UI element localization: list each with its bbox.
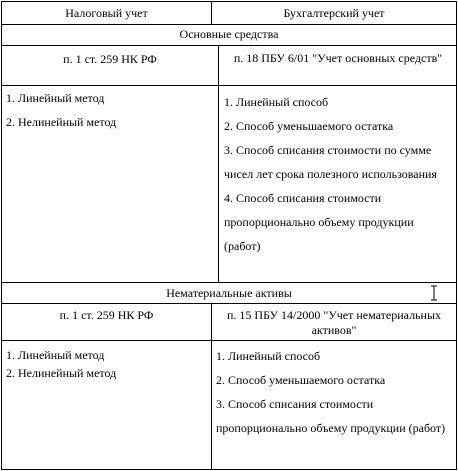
column-divider <box>211 303 212 470</box>
tax-methods-list <box>6 91 211 129</box>
reference-label: п. 1 ст. 259 НК РФ <box>59 308 154 322</box>
header-tax-label: Налоговый учет <box>65 6 148 20</box>
text-cursor-icon <box>428 285 440 301</box>
table-divider <box>1 85 457 86</box>
reference-label: п. 18 ПБУ 6/01 "Учет основных средств" <box>233 51 443 65</box>
accounting-reference <box>233 51 443 66</box>
column-divider <box>218 45 219 283</box>
table-divider <box>1 340 457 341</box>
tax-reference <box>2 308 211 322</box>
header-tax-accounting <box>2 6 211 20</box>
list-item: 4. Способ списания стоимости пропорционально объему продукции (работ) <box>224 191 414 253</box>
section-title-label: Нематериальные активы <box>166 286 292 300</box>
section-title-label: Основные средства <box>179 27 279 41</box>
table-divider <box>1 282 457 283</box>
list-item: 1. Линейный метод <box>6 91 105 105</box>
list-item: 2. Нелинейный метод <box>6 115 117 129</box>
tax-methods-list <box>6 346 206 382</box>
header-bookkeeping-label: Бухгалтерский учет <box>283 6 385 20</box>
table-border-right <box>456 1 457 470</box>
section-title-fixed-assets <box>2 27 456 41</box>
reference-label: п. 1 ст. 259 НК РФ <box>63 52 157 66</box>
reference-label: п. 15 ПБУ 14/2000 "Учет нематериальных активов" <box>226 308 442 337</box>
list-item: 1. Линейный метод <box>6 348 105 362</box>
list-item: 1. Линейный способ <box>216 349 321 363</box>
list-item: 3. Способ списания стоимости по сумме чисел лет срока полезного использования <box>224 143 437 181</box>
accounting-reference <box>226 308 442 338</box>
section-title-intangible-assets <box>2 286 456 300</box>
list-item: 2. Нелинейный метод <box>6 366 117 380</box>
table-divider <box>1 45 457 46</box>
table-divider <box>1 24 457 25</box>
list-item: 2. Способ уменьшаемого остатка <box>216 373 386 387</box>
table-border-top <box>1 1 457 2</box>
accounting-methods-list <box>216 344 446 440</box>
table-border-bottom <box>1 469 457 470</box>
table-divider <box>1 303 457 304</box>
tax-reference <box>2 52 218 66</box>
list-item: 3. Способ списания стоимости пропорционально объему продукции (работ) <box>216 397 446 435</box>
list-item: 1. Линейный способ <box>224 95 329 109</box>
list-item: 2. Способ уменьшаемого остатка <box>224 119 394 133</box>
accounting-methods-list <box>224 90 450 258</box>
header-bookkeeping <box>212 6 456 20</box>
table-border-left <box>1 1 2 470</box>
